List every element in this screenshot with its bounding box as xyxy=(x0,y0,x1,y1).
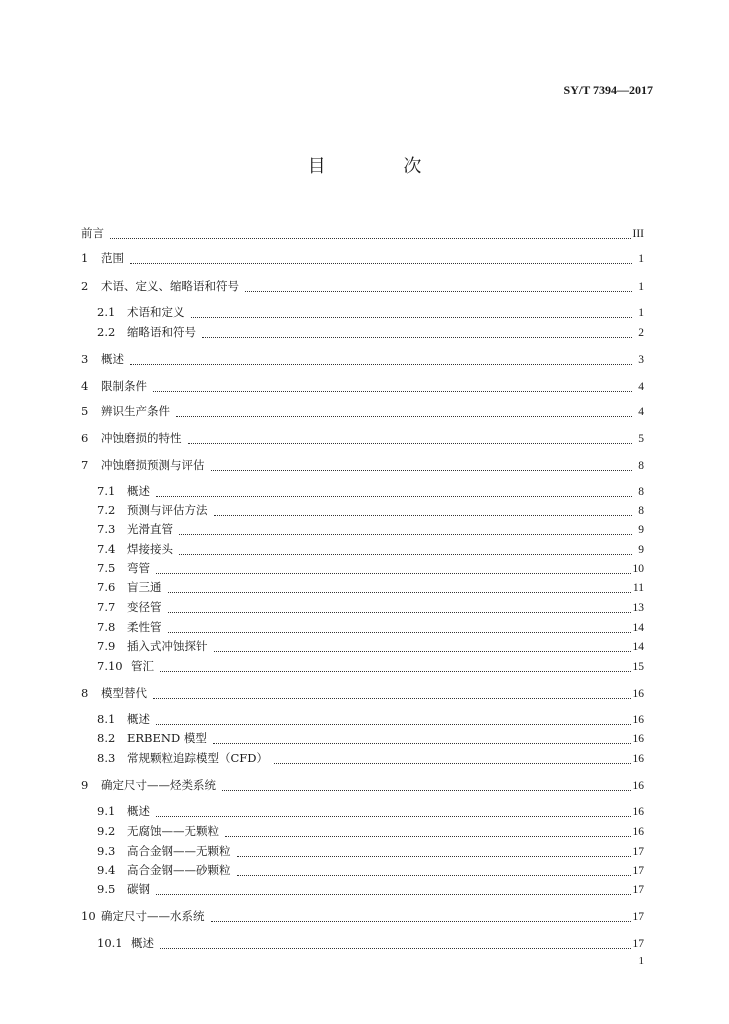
toc-leader-dots xyxy=(202,328,632,338)
toc-entry-label: 光滑直管 xyxy=(127,522,173,536)
toc-entry-label: 高合金钢——砂颗粒 xyxy=(127,863,231,877)
toc-entry-number: 5 xyxy=(81,404,89,418)
toc-entry xyxy=(97,542,644,557)
toc-entry-page: 1 xyxy=(638,307,644,319)
toc-leader-dots xyxy=(168,623,631,633)
toc-entry-page: 17 xyxy=(632,846,644,858)
toc-entry-number: 7.8 xyxy=(97,620,116,634)
toc-entry xyxy=(81,404,644,419)
toc-leader-dots xyxy=(110,229,631,239)
toc-leader-dots xyxy=(214,642,631,652)
toc-entry-page: 9 xyxy=(638,524,644,536)
toc-leader-dots xyxy=(160,662,631,672)
toc-leader-dots xyxy=(222,781,631,791)
toc-entry-page: 15 xyxy=(632,661,644,673)
toc-entry-label: 确定尺寸——烃类系统 xyxy=(101,778,216,792)
toc-entry-number: 8.2 xyxy=(97,731,116,745)
toc-entry xyxy=(81,279,644,294)
toc-entry xyxy=(81,352,644,367)
toc-leader-dots xyxy=(179,545,632,555)
toc-entry-number: 7.9 xyxy=(97,639,116,653)
toc-entry-label: 确定尺寸——水系统 xyxy=(101,909,205,923)
toc-entry-page: 17 xyxy=(632,911,644,923)
toc-entry-number: 9.1 xyxy=(97,804,116,818)
toc-entry xyxy=(97,484,644,499)
toc-entry xyxy=(81,909,644,924)
toc-leader-dots xyxy=(168,583,631,593)
toc-entry-number: 8.3 xyxy=(97,751,116,765)
toc-entry-number: 9.2 xyxy=(97,824,116,838)
toc-entry-page: 5 xyxy=(638,433,644,445)
toc-entry-label: 管汇 xyxy=(131,659,154,673)
toc-entry-number: 3 xyxy=(81,352,89,366)
toc-leader-dots xyxy=(153,382,632,392)
toc-entry-page: 16 xyxy=(632,733,644,745)
toc-entry-number: 2 xyxy=(81,279,89,293)
toc-entry-label: 柔性管 xyxy=(127,620,162,634)
page-number: 1 xyxy=(638,955,644,967)
toc-entry xyxy=(81,431,644,446)
toc-entry-number: 4 xyxy=(81,379,89,393)
toc-entry-label: 常规颗粒追踪模型（CFD） xyxy=(127,751,268,765)
toc-entry-number: 2.1 xyxy=(97,305,116,319)
toc-leader-dots xyxy=(156,564,631,574)
toc-entry-page: 2 xyxy=(638,327,644,339)
toc-entry xyxy=(97,882,644,897)
toc-entry xyxy=(97,522,644,537)
toc-entry-label: 模型替代 xyxy=(101,686,147,700)
toc-entry xyxy=(97,824,644,839)
toc-entry-number: 7.5 xyxy=(97,561,116,575)
toc-leader-dots xyxy=(213,734,631,744)
toc-leader-dots xyxy=(225,827,631,837)
toc-entry-page: 16 xyxy=(632,780,644,792)
page-title: 目 次 xyxy=(307,156,458,177)
toc-entry xyxy=(81,778,644,793)
toc-entry-page: 13 xyxy=(632,602,644,614)
toc-entry-label: 无腐蚀——无颗粒 xyxy=(127,824,219,838)
toc-entry-number: 6 xyxy=(81,431,89,445)
toc-entry-label: 限制条件 xyxy=(101,379,147,393)
toc-entry-number: 9.5 xyxy=(97,882,116,896)
toc-leader-dots xyxy=(237,866,631,876)
toc-leader-dots xyxy=(153,689,631,699)
toc-leader-dots xyxy=(160,939,631,949)
toc-entry xyxy=(97,712,644,727)
toc-entry xyxy=(97,659,644,674)
toc-entry xyxy=(81,251,644,266)
toc-entry xyxy=(97,936,644,951)
toc-entry-page: 16 xyxy=(632,688,644,700)
toc-entry-page: 14 xyxy=(632,622,644,634)
toc-entry-label: 范围 xyxy=(101,251,124,265)
toc-leader-dots xyxy=(179,525,632,535)
toc-entry-page: 1 xyxy=(638,281,644,293)
toc-entry-label: 概述 xyxy=(127,484,150,498)
toc-entry xyxy=(97,639,644,654)
toc-leader-dots xyxy=(156,487,632,497)
toc-entry-number: 10 xyxy=(81,909,96,923)
toc-entry-number: 7.2 xyxy=(97,503,116,517)
toc-entry-page: 17 xyxy=(632,938,644,950)
toc-entry-label: 术语、定义、缩略语和符号 xyxy=(101,279,239,293)
toc-leader-dots xyxy=(211,912,631,922)
toc-entry-page: III xyxy=(632,228,644,240)
toc-entry xyxy=(97,580,644,595)
toc-leader-dots xyxy=(156,807,631,817)
toc-entry-page: 4 xyxy=(638,406,644,418)
toc-entry xyxy=(81,226,644,241)
toc-entry-number: 10.1 xyxy=(97,936,123,950)
toc-entry xyxy=(97,751,644,766)
toc-entry-page: 16 xyxy=(632,826,644,838)
toc-entry xyxy=(97,863,644,878)
toc-entry-page: 14 xyxy=(632,641,644,653)
toc-entry xyxy=(97,600,644,615)
toc-entry-number: 7.1 xyxy=(97,484,116,498)
toc-entry-number: 9.3 xyxy=(97,844,116,858)
toc-entry-number: 7.6 xyxy=(97,580,116,594)
toc-entry-page: 11 xyxy=(632,582,644,594)
toc-entry-label: 前言 xyxy=(81,226,104,240)
toc-entry-label: 高合金钢——无颗粒 xyxy=(127,844,231,858)
toc-entry-number: 2.2 xyxy=(97,325,116,339)
toc-entry-label: 焊接接头 xyxy=(127,542,173,556)
toc-leader-dots xyxy=(176,407,632,417)
toc-entry-number: 8 xyxy=(81,686,89,700)
toc-entry xyxy=(97,804,644,819)
toc-entry-label: 概述 xyxy=(101,352,124,366)
toc-entry-page: 10 xyxy=(632,563,644,575)
toc-leader-dots xyxy=(191,308,633,318)
toc-entry xyxy=(97,620,644,635)
toc-entry-label: 辨识生产条件 xyxy=(101,404,170,418)
toc-entry-label: 碳钢 xyxy=(127,882,150,896)
toc-entry-label: 弯管 xyxy=(127,561,150,575)
toc-entry-page: 8 xyxy=(638,460,644,472)
toc-leader-dots xyxy=(130,254,632,264)
toc-entry-page: 16 xyxy=(632,714,644,726)
toc-entry-page: 17 xyxy=(632,884,644,896)
toc-entry xyxy=(97,325,644,340)
toc-leader-dots xyxy=(237,847,631,857)
toc-entry-page: 17 xyxy=(632,865,644,877)
toc-entry-label: ERBEND 模型 xyxy=(127,731,207,745)
toc-entry-number: 9.4 xyxy=(97,863,116,877)
toc-leader-dots xyxy=(156,885,631,895)
toc-entry-label: 预测与评估方法 xyxy=(127,503,208,517)
toc-entry-label: 概述 xyxy=(127,804,150,818)
toc-entry-label: 术语和定义 xyxy=(127,305,185,319)
toc-leader-dots xyxy=(156,715,631,725)
toc-entry-label: 盲三通 xyxy=(127,580,162,594)
toc-entry-label: 概述 xyxy=(127,712,150,726)
toc-leader-dots xyxy=(130,355,632,365)
toc-leader-dots xyxy=(168,603,631,613)
toc-entry-number: 1 xyxy=(81,251,89,265)
toc-entry-number: 7.10 xyxy=(97,659,123,673)
toc-entry-page: 16 xyxy=(632,753,644,765)
toc-leader-dots xyxy=(274,754,631,764)
toc-entry-number: 7.7 xyxy=(97,600,116,614)
toc-entry-label: 冲蚀磨损预测与评估 xyxy=(101,458,205,472)
toc-entry xyxy=(81,458,644,473)
toc-leader-dots xyxy=(245,282,632,292)
toc-entry xyxy=(97,305,644,320)
toc-entry-number: 8.1 xyxy=(97,712,116,726)
toc-entry-page: 1 xyxy=(638,253,644,265)
toc-entry-label: 概述 xyxy=(131,936,154,950)
toc-leader-dots xyxy=(211,461,633,471)
toc-entry-number: 9 xyxy=(81,778,89,792)
toc-entry xyxy=(81,686,644,701)
toc-entry xyxy=(97,844,644,859)
toc-entry-page: 8 xyxy=(638,486,644,498)
toc-leader-dots xyxy=(188,434,633,444)
toc-entry xyxy=(97,561,644,576)
toc-leader-dots xyxy=(214,506,633,516)
toc-entry xyxy=(81,379,644,394)
toc-entry xyxy=(97,731,644,746)
toc-entry-label: 冲蚀磨损的特性 xyxy=(101,431,182,445)
toc-entry-page: 3 xyxy=(638,354,644,366)
toc-entry-number: 7.3 xyxy=(97,522,116,536)
toc-entry-label: 插入式冲蚀探针 xyxy=(127,639,208,653)
toc-entry-number: 7.4 xyxy=(97,542,116,556)
toc-entry-page: 9 xyxy=(638,544,644,556)
toc-entry-label: 缩略语和符号 xyxy=(127,325,196,339)
toc-entry-label: 变径管 xyxy=(127,600,162,614)
toc-entry-page: 8 xyxy=(638,505,644,517)
toc-entry-number: 7 xyxy=(81,458,89,472)
toc-entry xyxy=(97,503,644,518)
standard-code: SY/T 7394—2017 xyxy=(563,83,653,97)
toc-entry-page: 4 xyxy=(638,381,644,393)
toc-entry-page: 16 xyxy=(632,806,644,818)
